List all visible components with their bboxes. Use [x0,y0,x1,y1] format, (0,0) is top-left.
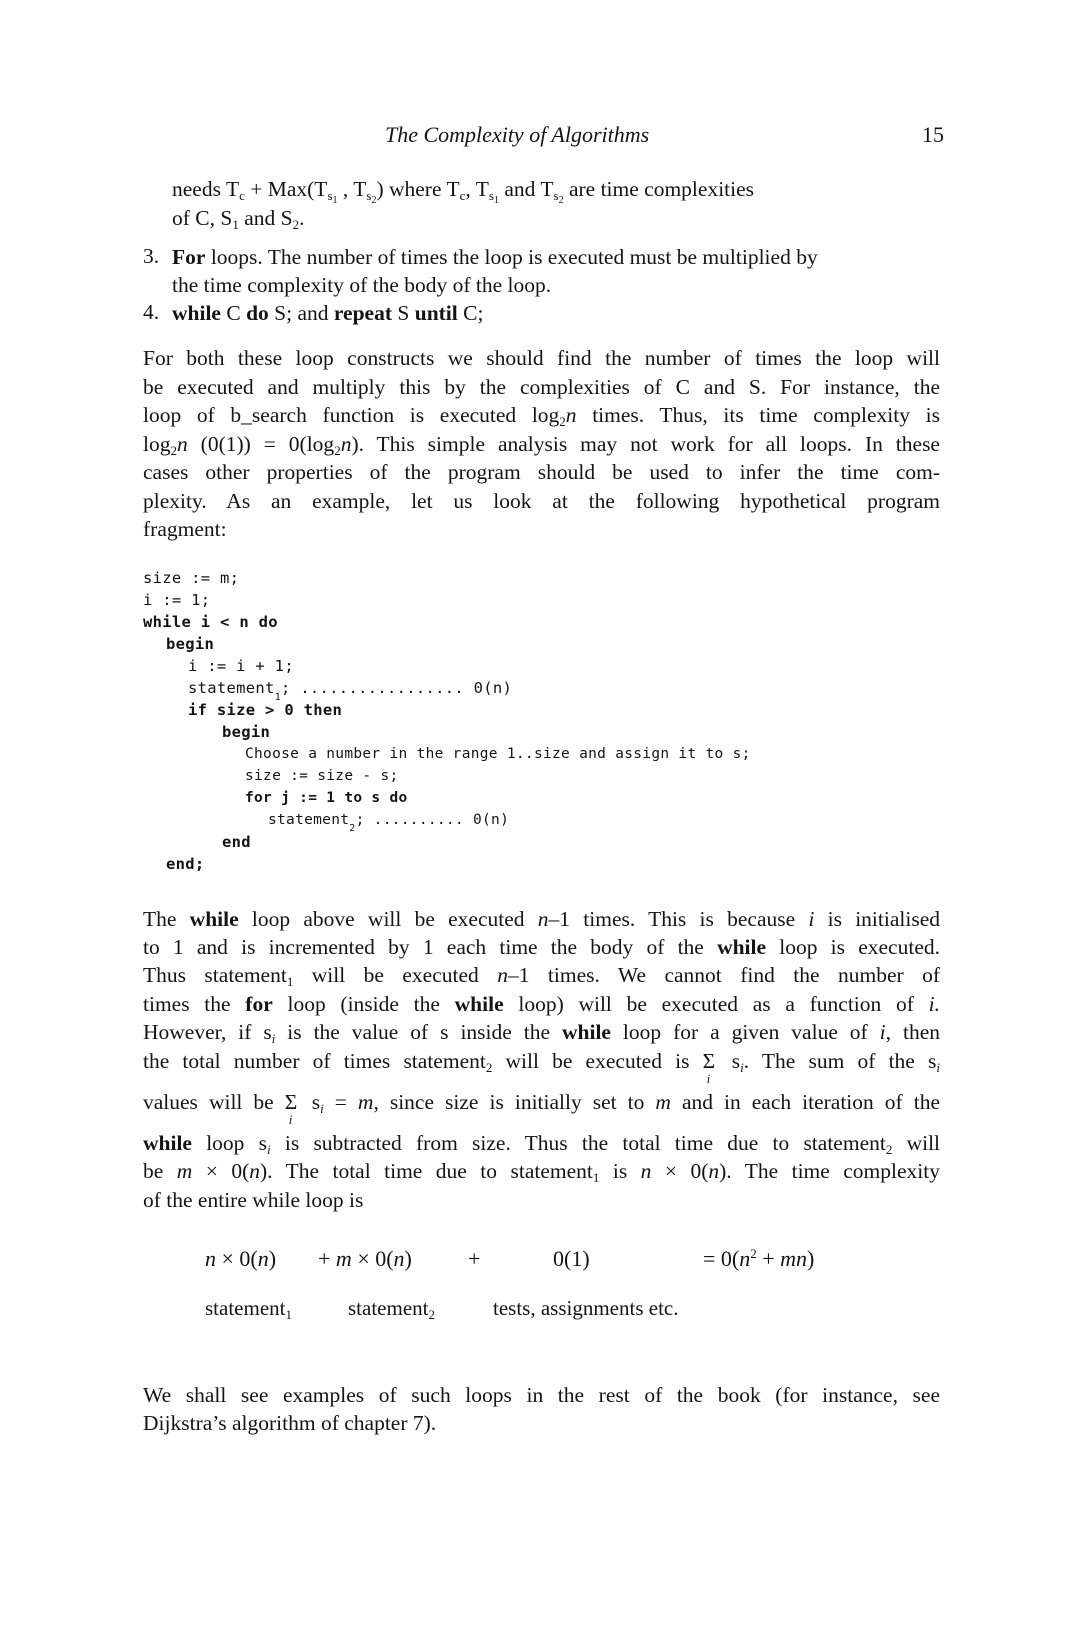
paragraph-1-line-1: For both these loop constructs we should find the number of times the loop will [143,346,940,370]
code-line-14: end; [166,855,205,873]
code-line-1: size := m; [143,569,240,587]
paragraph-2-line-10: of the entire while loop is [143,1188,364,1212]
summation-symbol: Σ i [702,1049,716,1086]
code-line-12: statement$_2$; .......... 0(n) [268,812,510,834]
code-line-11: for j := 1 to s do [245,790,408,806]
code-line-5: i := i + 1; [188,657,294,675]
code-line-2: i := 1; [143,591,211,609]
paragraph-1-line-2: be executed and multiply this by the complexities of C and S. For instance, the [143,375,940,399]
paragraph-2-line-6: the total number of times statement$_2$ will be executed is Σ i $s_i$. The sum of the $s_i$ [143,1049,940,1086]
formula-plus: + [468,1246,481,1271]
code-line-9: Choose a number in the range 1..size and assign it to s; [245,746,751,762]
list-item-4-line: while C do S; and repeat S until C; [172,301,484,325]
list-item-2-line-1: needs $T_c + Max(T_{s1}$ , $T_{s2}$) where $T_c$, $T_{s1}$ and $T_{s2}$ are time complexities [172,177,755,206]
paragraph-2-line-8: while loop $s_i$ is subtracted from size. Thus the total time due to statement$_2$ will [143,1131,941,1157]
running-title: The Complexity of Algorithms [385,122,650,147]
list-item-3-line-1: For loops. The number of times the loop is executed must be multiplied by [172,245,818,269]
paragraph-2-line-5: However, if $s_i$ is the value of s inside the while loop for a given value of i, then [143,1020,940,1046]
formula-result: = $0(n^2 + mn)$ [703,1246,815,1271]
formula-term-2: + m × 0(n) [318,1246,412,1271]
formula-term-3: 0(1) [553,1246,590,1271]
formula-label-2: statement$_2$ [348,1296,435,1322]
paragraph-2-line-4: times the for loop (inside the while loop) will be executed as a function of i. [143,992,940,1016]
paragraph-1-line-6: plexity. As an example, let us look at the following hypothetical program [143,489,940,513]
paragraph-2-line-7: values will be Σ i $s_i = m$, since size is initially set to m and in each iteration of the [143,1090,940,1127]
list-number-3: 3. [143,244,160,268]
paragraph-1-line-5: cases other properties of the program should be used to infer the time com- [143,460,940,484]
paragraph-2-line-3: Thus statement$_1$ will be executed n–1 times. We cannot find the number of [143,963,940,989]
code-line-8: begin [222,723,271,741]
paragraph-2-line-2: to 1 and is incremented by 1 each time the body of the while loop is executed. [143,935,940,959]
paragraph-1-line-7: fragment: [143,517,227,541]
paragraph-2-line-9: be m × 0(n). The total time due to statement$_1$ is n × 0(n). The time complexity [143,1159,940,1185]
code-line-6: statement$_1$; ................. 0(n) [188,679,513,703]
code-line-4: begin [166,635,215,653]
paragraph-1-line-3: loop of b_search function is executed $\log_2n$ times. Thus, its time complexity is [143,403,940,429]
code-line-10: size := size - s; [245,768,399,784]
summation-symbol: Σ i [284,1090,298,1127]
page-number: 15 [922,122,944,147]
code-line-7: if size > 0 then [188,701,343,719]
paragraph-2-line-1: The while loop above will be executed n–1 times. This is because i is initialised [143,907,940,931]
list-number-4: 4. [143,300,160,324]
code-line-3: while i < n do [143,613,278,631]
list-item-3-line-2: the time complexity of the body of the loop. [172,273,552,297]
paragraph-3-line-2: Dijkstra’s algorithm of chapter 7). [143,1411,437,1435]
list-item-2-line-2: of C, $S_1$ and $S_2$. [172,206,305,232]
code-line-13: end [222,833,251,851]
paragraph-3-line-1: We shall see examples of such loops in the rest of the book (for instance, see [143,1383,940,1407]
formula-term-1: n × 0(n) [205,1246,277,1271]
paragraph-1-line-4: $\log_2n$ $(0(1)) = 0(\log_2n)$. This simple analysis may not work for all loops. In these [143,432,940,458]
formula-label-3: tests, assignments etc. [493,1296,679,1320]
formula-label-1: statement$_1$ [205,1296,292,1322]
